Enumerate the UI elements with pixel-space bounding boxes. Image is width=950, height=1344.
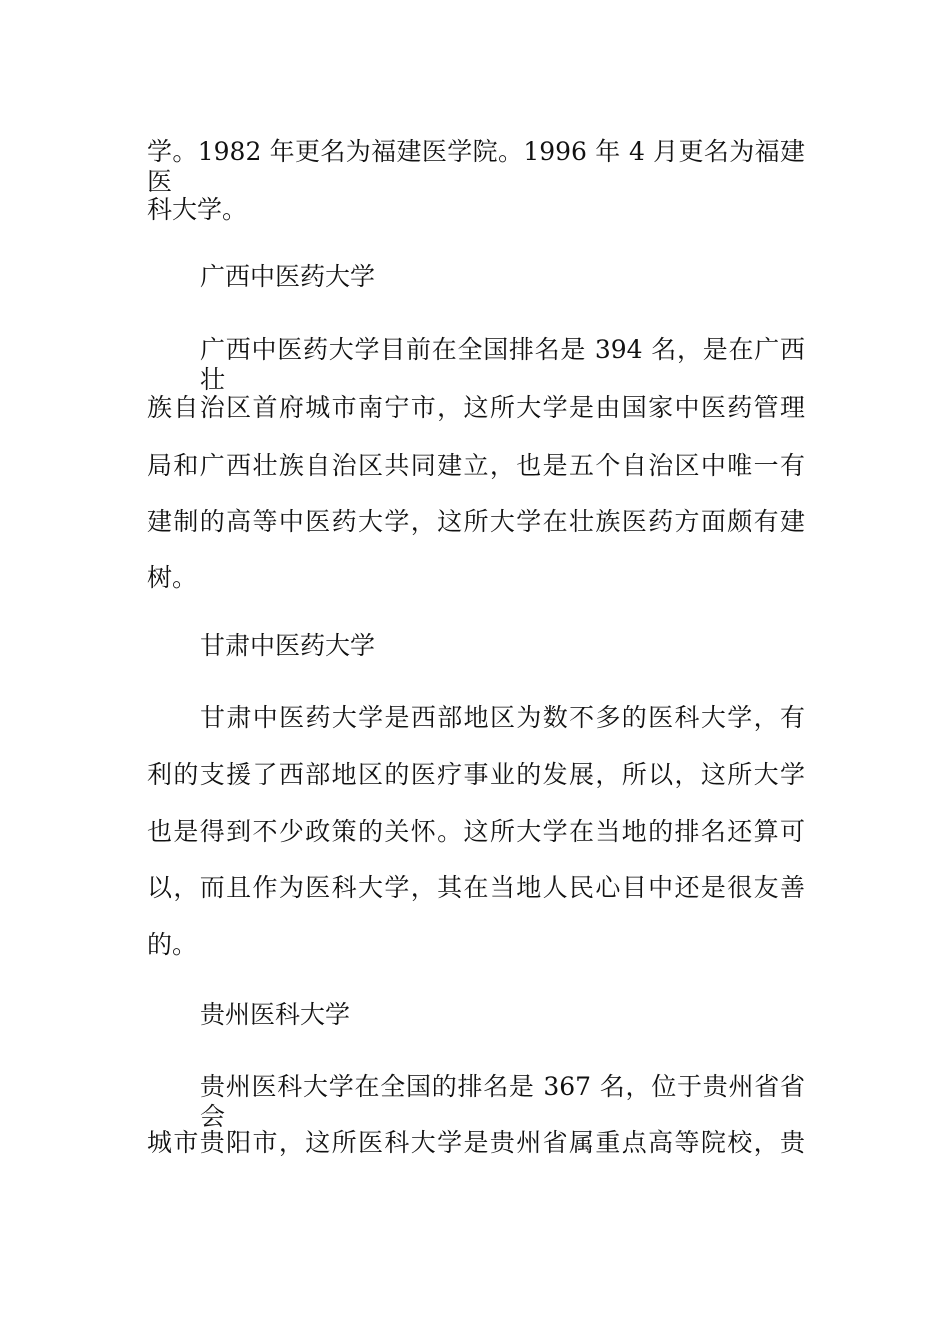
paragraph-line: 也是得到不少政策的关怀。这所大学在当地的排名还算可 <box>147 817 805 846</box>
paragraph-line: 建制的高等中医药大学，这所大学在壮族医药方面颇有建 <box>147 507 805 536</box>
paragraph-line: 城市贵阳市，这所医科大学是贵州省属重点高等院校，贵 <box>147 1128 805 1157</box>
section-heading: 甘肃中医药大学 <box>200 631 376 660</box>
section-heading: 贵州医科大学 <box>200 1000 351 1029</box>
paragraph-line: 贵州医科大学在全国的排名是 367 名，位于贵州省省会 <box>200 1072 805 1131</box>
paragraph-line: 树。 <box>147 563 198 592</box>
paragraph-line: 族自治区首府城市南宁市，这所大学是由国家中医药管理 <box>147 393 805 422</box>
section-heading: 广西中医药大学 <box>200 262 376 291</box>
paragraph-line: 局和广西壮族自治区共同建立，也是五个自治区中唯一有 <box>147 451 805 480</box>
paragraph-line: 利的支援了西部地区的医疗事业的发展，所以，这所大学 <box>147 760 805 789</box>
paragraph-line: 科大学。 <box>147 195 248 224</box>
paragraph-line: 的。 <box>147 930 198 959</box>
paragraph-line: 学。1982 年更名为福建医学院。1996 年 4 月更名为福建医 <box>147 137 805 196</box>
paragraph-line: 以，而且作为医科大学，其在当地人民心目中还是很友善 <box>147 873 805 902</box>
paragraph-line: 广西中医药大学目前在全国排名是 394 名，是在广西壮 <box>200 335 805 394</box>
paragraph-line: 甘肃中医药大学是西部地区为数不多的医科大学，有 <box>200 703 805 732</box>
